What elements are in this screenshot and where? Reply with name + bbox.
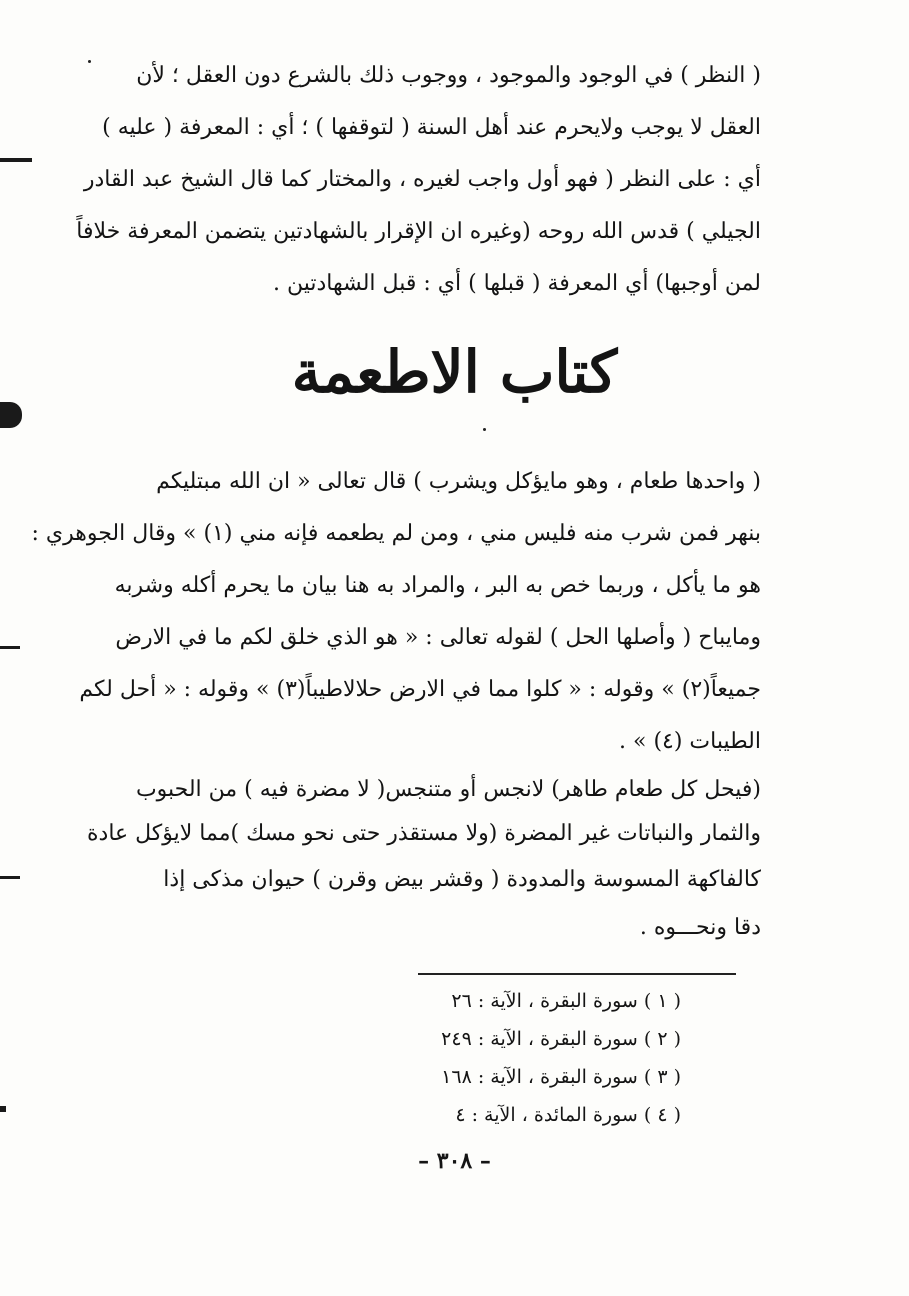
footnote: ( ١ ) سورة البقرة ، الآية : ٢٦ xyxy=(451,990,681,1012)
scan-margin-mark xyxy=(0,876,20,879)
page-number: – ٣٠٨ – xyxy=(418,1148,491,1174)
scan-margin-mark xyxy=(0,158,32,162)
text-line: الجيلي ) قدس الله روحه (وغيره ان الإقرار بالشهادتين يتضمن المعرفة خلافاً xyxy=(76,219,761,244)
text-line: جميعاً(٢) » وقوله : « كلوا مما في الارض حلالاطيباً(٣) » وقوله : « أحل لكم xyxy=(79,677,761,702)
text-line: العقل لا يوجب ولايحرم عند أهل السنة ( لتوقفها ) ؛ أي : المعرفة ( عليه ) xyxy=(102,115,761,140)
text-line: أي : على النظر ( فهو أول واجب لغيره ، والمختار كما قال الشيخ عبد القادر xyxy=(83,167,761,192)
text-line: هو ما يأكل ، وربما خص به البر ، والمراد به هنا بيان ما يحرم أكله وشربه xyxy=(114,573,761,598)
scan-margin-mark xyxy=(0,1106,6,1112)
text-line: لمن أوجبها) أي المعرفة ( قبلها ) أي : قبل الشهادتين . xyxy=(272,271,761,296)
intro-paragraph xyxy=(76,50,761,310)
text-line: ( واحدها طعام ، وهو مايؤكل ويشرب ) قال تعالى « ان الله مبتليكم xyxy=(156,469,761,494)
text-line: الطيبات (٤) » . xyxy=(619,729,761,754)
scan-margin-mark xyxy=(0,646,20,649)
chapter-body xyxy=(31,456,761,952)
text-line: بنهر فمن شرب منه فليس مني ، ومن لم يطعمه فإنه مني (١) » وقال الجوهري : xyxy=(31,521,761,546)
text-line: ( النظر ) في الوجود والموجود ، ووجوب ذلك بالشرع دون العقل ؛ لأن xyxy=(136,63,761,88)
text-line: (فيحل كل طعام طاهر) لانجس أو متنجس( لا مضرة فيه ) من الحبوب xyxy=(135,777,761,802)
footnote-separator xyxy=(418,973,736,975)
text-line: دقا ونحـــوه . xyxy=(639,915,761,940)
chapter-title: كتاب الاطعمة xyxy=(291,338,618,406)
footnote: ( ٤ ) سورة المائدة ، الآية : ٤ xyxy=(455,1104,681,1126)
footnote: ( ٣ ) سورة البقرة ، الآية : ١٦٨ xyxy=(441,1066,681,1088)
text-line: كالفاكهة المسوسة والمدودة ( وقشر بيض وقرن ) حيوان مذكى إذا xyxy=(163,867,761,892)
footnote: ( ٢ ) سورة البقرة ، الآية : ٢٤٩ xyxy=(441,1028,681,1050)
footnotes xyxy=(351,982,681,1134)
text-line: ومايباح ( وأصلها الحل ) لقوله تعالى : « هو الذي خلق لكم ما في الارض xyxy=(115,625,761,650)
scan-speck xyxy=(483,428,486,431)
scan-speck xyxy=(88,60,91,63)
text-line: والثمار والنباتات غير المضرة (ولا مستقذر حتى نحو مسك )مما لايؤكل عادة xyxy=(87,821,761,846)
